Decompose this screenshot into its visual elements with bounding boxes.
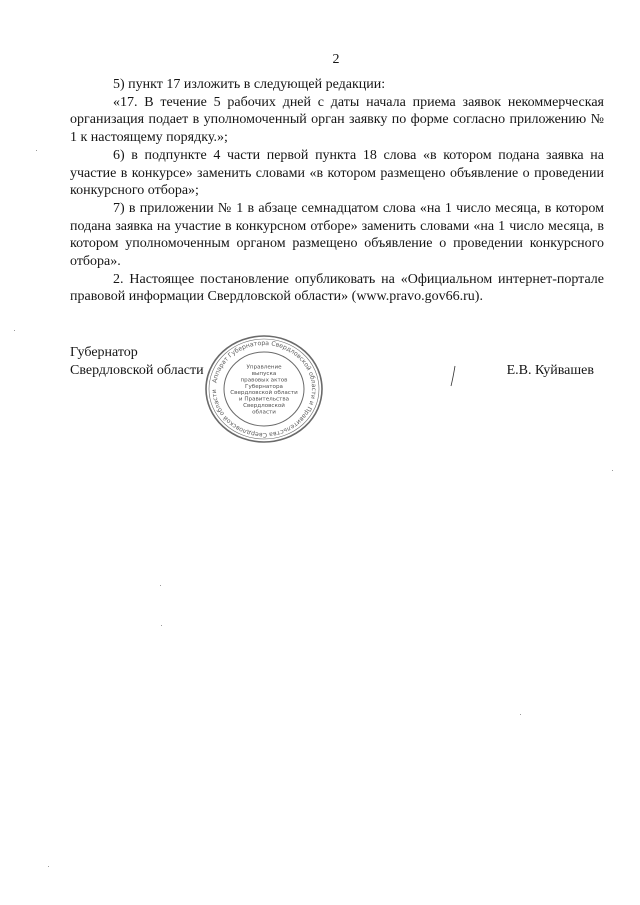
stamp-inner-line: выпуска <box>251 371 277 377</box>
paragraph-item-17-text: «17. В течение 5 рабочих дней с даты начала приема заявок некоммерческая организация подает в уполномоченный орган заявку по форме согласно приложению № 1 к настоящему порядку.»; <box>70 94 604 146</box>
scan-speck <box>36 150 37 151</box>
stamp-inner-line: Свердловской <box>243 403 285 409</box>
paragraph-item-7: 7) в приложении № 1 в абзаце семнадцатом слова «на 1 число месяца, в котором подана заявка на участие в конкурсном отборе» заменить словами «на 1 число месяца, в котором уполномоченным органом размещено объявление о проведении конкурсного отбора». <box>70 200 604 270</box>
scan-speck <box>520 714 521 715</box>
stamp-inner-text <box>230 365 298 416</box>
scan-speck <box>612 470 613 471</box>
stamp-seal-icon <box>202 334 326 444</box>
signer-title-line1: Губернатор <box>70 345 138 360</box>
stamp-inner-line: и Правительства <box>238 396 290 403</box>
scan-speck <box>161 625 162 626</box>
stamp-inner-line: Управление <box>246 364 282 371</box>
scan-speck <box>48 866 49 867</box>
stamp-inner-line: правовых актов <box>240 377 288 384</box>
stamp-inner-line: Свердловской области <box>230 390 298 397</box>
paragraph-item-5: 5) пункт 17 изложить в следующей редакции: <box>113 77 386 92</box>
handwritten-signature <box>446 364 460 388</box>
scan-speck <box>14 330 15 331</box>
signer-name: Е.В. Куйвашев <box>506 362 594 378</box>
page-number: 2 <box>332 52 340 67</box>
paragraph-item-6: 6) в подпункте 4 части первой пункта 18 слова «в котором подана заявка на участие в конкурсе» заменить словами «в котором размещено объявление о проведении конкурсного отбора»; <box>70 147 604 199</box>
scan-speck <box>160 585 161 586</box>
stamp-outer-text: Аппарат Губернатора Свердловской области и Правительства Свердловской области <box>210 339 318 439</box>
stamp-inner-line: области <box>252 409 276 416</box>
signer-title-line2: Свердловской области <box>70 362 204 378</box>
paragraph-publication: 2. Настоящее постановление опубликовать на «Официальном интернет-портале правовой информации Свердловской области» (www.pravo.gov66.ru). <box>70 271 604 305</box>
signature-block <box>70 344 604 379</box>
official-stamp <box>202 334 326 444</box>
document-body <box>70 76 604 306</box>
stamp-inner-line: Губернатора <box>245 383 283 390</box>
